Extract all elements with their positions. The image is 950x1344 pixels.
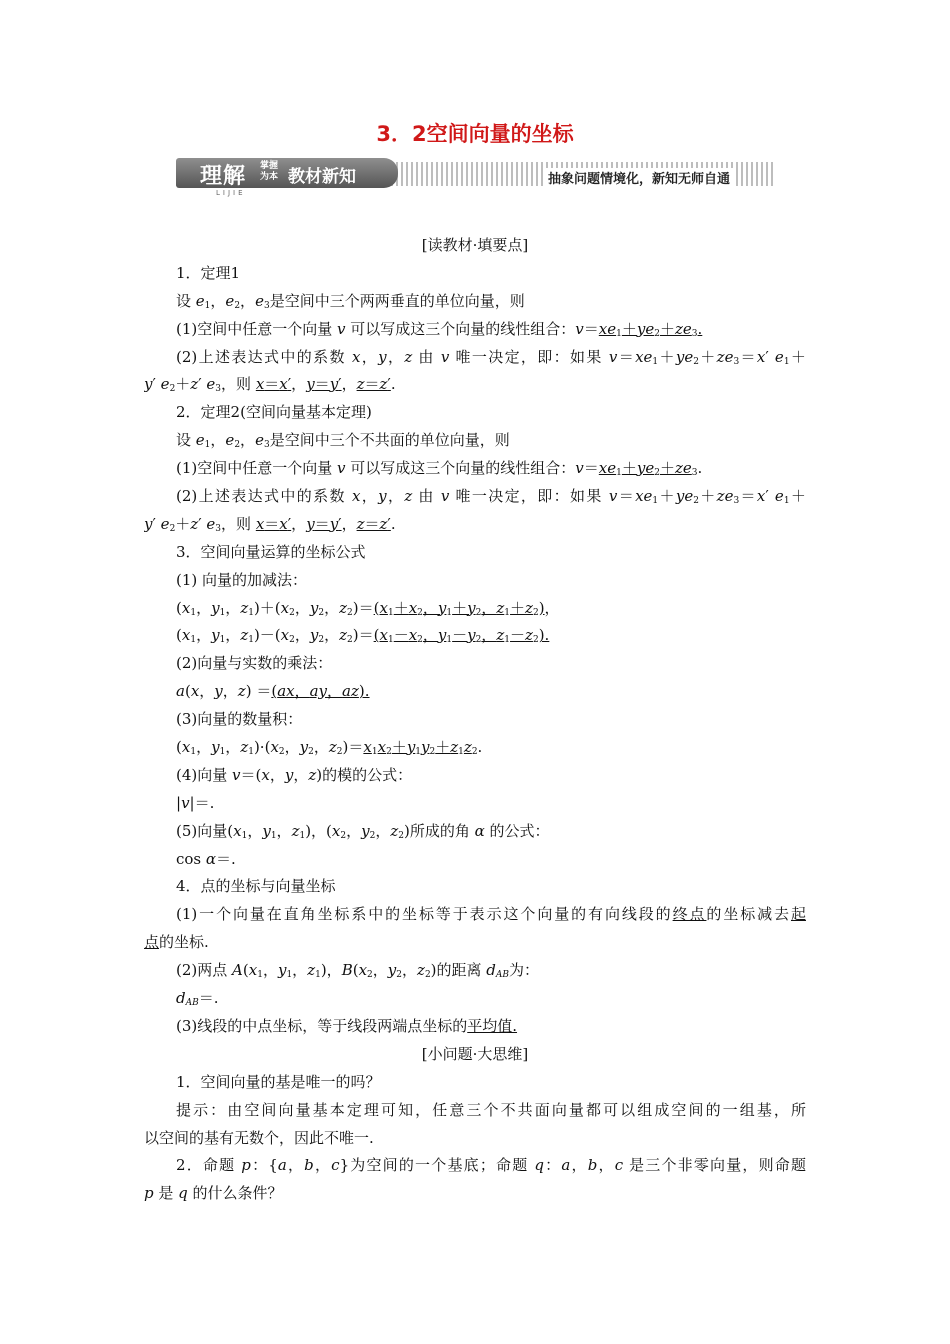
text-line: |v|＝. [176,793,215,812]
section-heading: [小问题·大思维] [421,1044,529,1063]
text-line: 提示：由空间向量基本定理可知，任意三个不共面向量都可以组成空间的一组基，所 [176,1100,806,1119]
section-banner [176,158,776,196]
text-line: (2)上述表达式中的系数 x，y，z 由 v 唯一决定，即：如果 $v=xe_1+ye_2+ze_3=x'$ $e_1+$ [176,347,806,367]
text-line: y′ $e_2+z'$ $e_3$，则 x＝x′，y＝y′，z＝z′. [144,514,396,534]
banner-tagline: 抽象问题情境化，新知无师自通 [544,168,734,187]
text-line: (4)向量 v＝(x，y，z)的模的公式： [176,765,413,784]
page-title: 3．2空间向量的坐标 [376,122,574,146]
text-line: p 是 q 的什么条件？ [144,1184,283,1203]
text-line: (2)上述表达式中的系数 x，y，z 由 v 唯一决定，即：如果 $v=xe_1+ye_2+ze_3=x'$ $e_1+$ [176,487,806,507]
text-line: 1．定理1 [176,263,241,282]
text-line: (1)一个向量在直角坐标系中的坐标等于表示这个向量的有向线段的终点的坐标减去起 [176,905,806,924]
text-line: 点的坐标. [144,933,209,952]
text-line: 1．空间向量的基是唯一的吗？ [176,1072,381,1091]
section-heading: [读教材·填要点] [421,236,529,254]
document-body [144,232,806,1208]
text-line: 4．点的坐标与向量坐标 [176,877,336,896]
text-line: y′ $e_2+z'$ $e_3$，则 x＝x′，y＝y′，z＝z′. [144,375,396,395]
text-line: (1)空间中任意一个向量 v 可以写成这三个向量的线性组合：$v=xe_1+ye_2+ze_3$. [176,319,703,339]
text-line: $d_{AB}=$. [176,989,219,1009]
text-line: (2)两点 $A(x_1$，$y_1$，$z_1$)，$B(x_2$，$y_2$，$z_2$)的距离 $d_{AB}$为： [176,961,540,981]
banner-badge [176,158,398,188]
badge-sub-text: 教材新知 [288,167,356,187]
text-line: 设 $e_1$，$e_2$，$e_3$是空间中三个不共面的单位向量，则 [176,431,510,451]
badge-main-text: 理解 [200,164,247,189]
text-line: (1) 向量的加减法： [176,570,308,589]
badge-small-text: 掌握为本 [260,161,279,182]
text-line: 设 $e_1$，$e_2$，$e_3$是空间中三个两两垂直的单位向量，则 [176,291,525,311]
text-line: 2．定理2(空间向量基本定理) [176,403,372,422]
text-line: a(x，y，z) ＝(ax，ay，az). [176,682,370,701]
banner-pinyin: LIJIE [216,189,246,197]
text-line: (1)空间中任意一个向量 v 可以写成这三个向量的线性组合：$v=xe_1+ye_2+ze_3$. [176,459,703,479]
text-line: cos α＝. [176,849,236,868]
text-line: 3．空间向量运算的坐标公式 [176,542,366,561]
text-line: (5)向量($x_1$，$y_1$，$z_1$)，($x_2$，$y_2$，$z_2$)所成的角 α 的公式： [176,821,550,841]
text-line: (2)向量与实数的乘法： [176,654,333,673]
text-line: ($x_1$，$y_1$，$z_1)+(x_2$，$y_2$，$z_2)=(x_1+x_2$，$y_1+y_2$，$z_1+z_2$)， [176,598,560,618]
text-line: (3)线段的中点坐标，等于线段两端点坐标的平均值. [176,1016,518,1035]
text-line: 2．命题 p：{a，b，c}为空间的一个基底；命题 q：a，b，c 是三个非零向量，则命题 [176,1156,806,1175]
text-line: ($x_1$，$y_1$，$z_1)-(x_2$，$y_2$，$z_2)=(x_1-x_2$，$y_1-y_2$，$z_1-z_2$). [176,626,550,646]
text-line: (3)向量的数量积： [176,710,303,729]
text-line: 以空间的基有无数个，因此不唯一. [144,1128,374,1147]
text-line: ($x_1$，$y_1$，$z_1)\cdot(x_2$，$y_2$，$z_2)=x_1x_2+y_1y_2+z_1z_2$. [176,738,483,758]
